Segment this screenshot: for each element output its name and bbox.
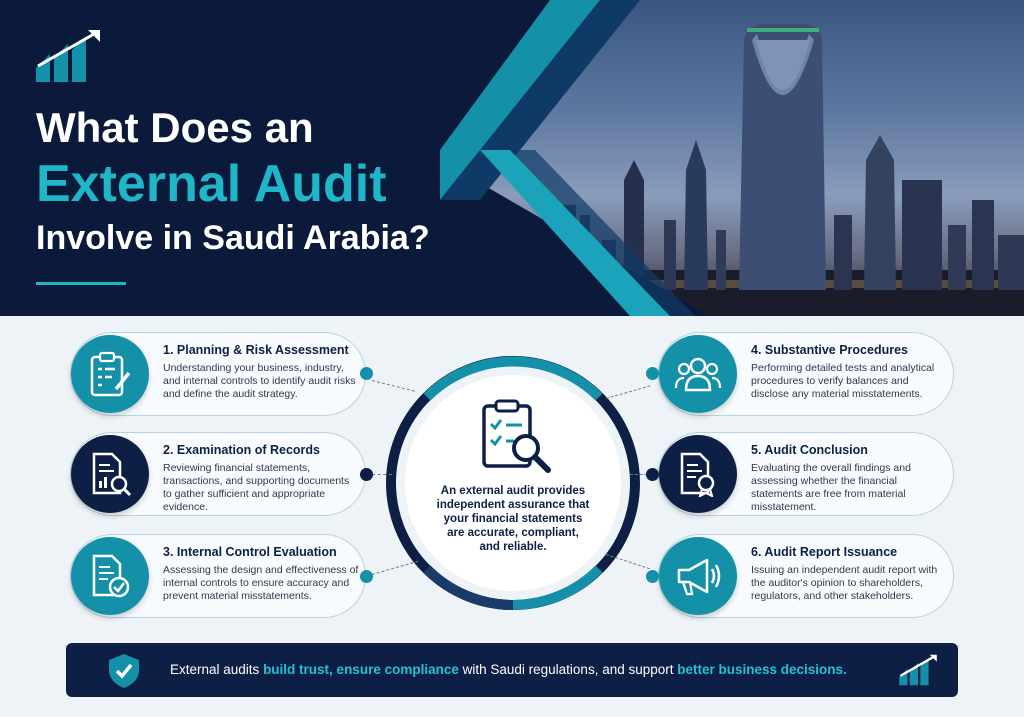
step-5-text: Evaluating the overall findings and assessing whether the financial statements are free from material misstatement.: [751, 462, 911, 513]
step-1-icon-circle: [71, 335, 149, 413]
step-3-title: 3. Internal Control Evaluation: [163, 545, 337, 559]
step-planning-risk-assessment: [70, 332, 366, 416]
growth-chart-logo-icon: [34, 28, 102, 84]
connector-2: [372, 474, 392, 475]
center-ring: [385, 355, 641, 611]
title-underline: [36, 282, 126, 285]
step-1-text: Understanding your business, industry, and internal controls to identify audit risks and define the audit strategy.: [163, 362, 356, 400]
step-audit-report-issuance: [658, 534, 954, 618]
title-line3: Involve in Saudi Arabia?: [36, 219, 430, 257]
step-2-title: 2. Examination of Records: [163, 443, 320, 457]
step-1-dot: [360, 367, 373, 380]
step-6-text: Issuing an independent audit report with the auditor's opinion to shareholders, regulators, and other stakeholders.: [751, 564, 938, 602]
step-4-title: 4. Substantive Procedures: [751, 343, 909, 357]
step-4-text: Performing detailed tests and analytical procedures to verify balances and disclose any material misstatements.: [751, 362, 935, 400]
step-6-title: 6. Audit Report Issuance: [751, 545, 898, 559]
clipboard-search-icon: [480, 398, 552, 476]
step-audit-conclusion: [658, 432, 954, 516]
title-line2: External Audit: [36, 155, 387, 213]
footer-highlight-1: build trust, ensure compliance: [263, 662, 459, 677]
footer-message: [170, 662, 847, 677]
step-2-dot: [360, 468, 373, 481]
step-3-icon-circle: [71, 537, 149, 615]
people-group-icon: [674, 354, 722, 394]
header-banner: [0, 0, 1024, 316]
step-examination-of-records: [70, 432, 366, 516]
step-2-text: Reviewing financial statements, transactions, and supporting documents to gather sufficient and appropriate evidence.: [163, 462, 350, 513]
growth-chart-logo-icon: [898, 653, 938, 687]
step-5-title: 5. Audit Conclusion: [751, 443, 868, 457]
footer-part1: External audits: [170, 662, 264, 677]
footer-part2: with Saudi regulations, and support: [458, 662, 678, 677]
step-1-title: 1. Planning & Risk Assessment: [163, 343, 349, 357]
step-4-icon-circle: [659, 335, 737, 413]
megaphone-icon: [675, 556, 721, 596]
page-title: [36, 102, 496, 262]
center-summary-text: An external audit provides independent assurance that your financial statements are accurate, compliant, and reliable.: [436, 485, 590, 553]
footer-banner: [66, 643, 958, 697]
certificate-icon: [676, 451, 720, 497]
step-3-dot: [360, 570, 373, 583]
step-3-text: Assessing the design and effectiveness of internal controls to ensure accuracy and prevent material misstatements.: [163, 564, 359, 602]
title-line1: What Does an: [36, 104, 314, 151]
clipboard-pencil-icon: [88, 351, 132, 397]
step-6-dot: [646, 570, 659, 583]
step-4-dot: [646, 367, 659, 380]
step-substantive-procedures: [658, 332, 954, 416]
step-5-dot: [646, 468, 659, 481]
footer-highlight-2: better business decisions.: [677, 662, 847, 677]
step-2-icon-circle: [71, 435, 149, 513]
document-magnifier-icon: [88, 451, 132, 497]
step-internal-control-evaluation: [70, 534, 366, 618]
shield-check-icon: [106, 652, 142, 690]
document-check-icon: [88, 553, 132, 599]
step-6-icon-circle: [659, 537, 737, 615]
step-5-icon-circle: [659, 435, 737, 513]
